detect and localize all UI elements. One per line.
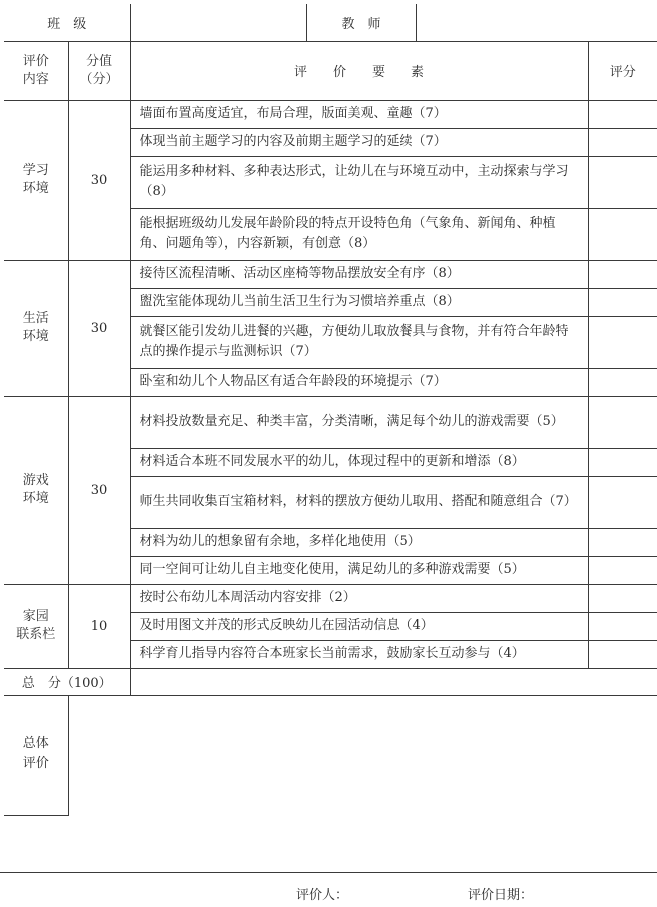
overall-evaluation-label: 总体 评价 (4, 695, 68, 815)
content-column-header (4, 41, 68, 100)
class-value-field[interactable] (130, 4, 306, 41)
rating-cell[interactable] (588, 260, 657, 288)
criteria-item: 科学育儿指导内容符合本班家长当前需求，鼓励家长互动参与（4） (130, 640, 588, 668)
elements-column-header: 评 价 要 素 (130, 41, 588, 100)
criteria-item: 师生共同收集百宝箱材料，材料的摆放方便幼儿取用、搭配和随意组合（7） (130, 476, 588, 528)
rating-cell[interactable] (588, 156, 657, 208)
criteria-item: 就餐区能引发幼儿进餐的兴趣，方便幼儿取放餐具与食物，并有符合年龄特点的操作提示与监测标识（7） (130, 316, 588, 368)
score-value-column-header-text: 分值 （分） (79, 53, 119, 87)
rating-cell[interactable] (588, 640, 657, 668)
criteria-item: 卧室和幼儿个人物品区有适合年龄段的环境提示（7） (130, 368, 588, 396)
criteria-item: 盥洗室能体现幼儿当前生活卫生行为习惯培养重点（8） (130, 288, 588, 316)
criteria-item: 体现当前主题学习的内容及前期主题学习的延续（7） (130, 128, 588, 156)
evaluator-label: 评价人： (296, 888, 349, 903)
criteria-row (4, 584, 657, 612)
rating-cell[interactable] (588, 476, 657, 528)
evaluation-form-table (4, 4, 657, 816)
criteria-item: 接待区流程清晰、活动区座椅等物品摆放安全有序（8） (130, 260, 588, 288)
column-header-row (4, 41, 657, 100)
rating-cell[interactable] (588, 208, 657, 260)
section-name: 游戏 环境 (4, 396, 68, 584)
criteria-item: 及时用图文并茂的形式反映幼儿在园活动信息（4） (130, 612, 588, 640)
teacher-label: 教 师 (306, 4, 416, 41)
form-footer (0, 872, 657, 907)
section-score: 10 (68, 584, 130, 668)
criteria-item: 墙面布置高度适宜，布局合理，版面美观、童趣（7） (130, 100, 588, 128)
total-row (4, 668, 657, 695)
section-score: 30 (68, 100, 130, 260)
rating-cell[interactable] (588, 528, 657, 556)
criteria-item: 按时公布幼儿本周活动内容安排（2） (130, 584, 588, 612)
rating-cell[interactable] (588, 612, 657, 640)
section-name: 学习 环境 (4, 100, 68, 260)
score-value-column-header (68, 41, 130, 100)
rating-cell[interactable] (588, 368, 657, 396)
rating-cell[interactable] (588, 448, 657, 476)
rating-cell[interactable] (588, 556, 657, 584)
section-name: 家园 联系栏 (4, 584, 68, 668)
teacher-value-field[interactable] (416, 4, 657, 41)
section-score: 30 (68, 396, 130, 584)
criteria-row (4, 396, 657, 448)
rating-cell[interactable] (588, 396, 657, 448)
total-score-field[interactable] (130, 668, 657, 695)
criteria-row (4, 100, 657, 128)
criteria-item: 材料为幼儿的想象留有余地，多样化地使用（5） (130, 528, 588, 556)
rating-column-header: 评分 (588, 41, 657, 100)
section-score: 30 (68, 260, 130, 396)
rating-cell[interactable] (588, 288, 657, 316)
overall-evaluation-row (4, 695, 657, 815)
criteria-item: 材料适合本班不同发展水平的幼儿，体现过程中的更新和增添（8） (130, 448, 588, 476)
criteria-item: 同一空间可让幼儿自主地变化使用，满足幼儿的多种游戏需要（5） (130, 556, 588, 584)
class-label: 班 级 (4, 4, 130, 41)
criteria-row (4, 260, 657, 288)
overall-evaluation-field[interactable] (68, 695, 657, 815)
section-name: 生活 环境 (4, 260, 68, 396)
criteria-item: 能运用多种材料、多种表达形式，让幼儿在与环境互动中，主动探索与学习（8） (130, 156, 588, 208)
criteria-item: 能根据班级幼儿发展年龄阶段的特点开设特色角（气象角、新闻角、种植角、问题角等），内容新颖，有创意（8） (130, 208, 588, 260)
rating-cell[interactable] (588, 100, 657, 128)
header-row (4, 4, 657, 41)
total-score-label: 总 分（100） (4, 668, 130, 695)
content-column-header-text: 评价 内容 (22, 53, 49, 87)
rating-cell[interactable] (588, 316, 657, 368)
criteria-item: 材料投放数量充足、种类丰富，分类清晰，满足每个幼儿的游戏需要（5） (130, 396, 588, 448)
evaluation-date-label: 评价日期： (468, 888, 534, 903)
rating-cell[interactable] (588, 128, 657, 156)
rating-cell[interactable] (588, 584, 657, 612)
